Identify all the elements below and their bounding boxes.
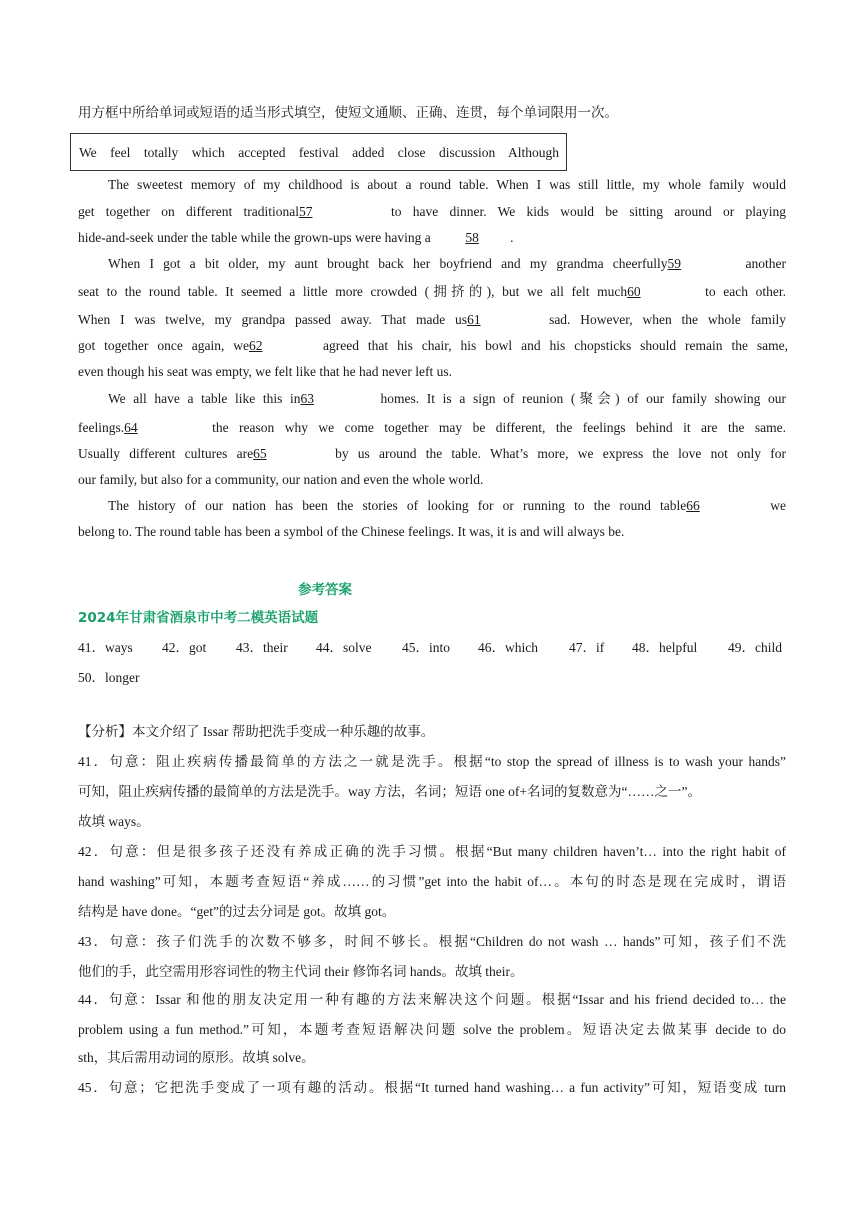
analysis-line: 41．句意：阻止疾病传播最简单的方法之一就是洗手。根据“to stop the spread of illness is to wash your hands” bbox=[78, 754, 786, 769]
blank-58[interactable]: 58 bbox=[465, 230, 479, 245]
analysis-line: 44．句意：Issar 和他的朋友决定用一种有趣的方法来解决这个问题。根据“Issar and his friend decided to… the bbox=[78, 992, 786, 1007]
analysis-line: 43．句意：孩子们洗手的次数不够多，时间不够长。根据“Children do not wash … hands”可知，孩子们不洗 bbox=[78, 934, 786, 949]
passage-line: hide-and-seek under the table while the grown-ups were having a 58 . bbox=[78, 228, 786, 248]
passage-line: feelings.64 the reason why we come together may be different, the feelings behind it are the same. bbox=[78, 418, 786, 438]
blank-63[interactable]: 63 bbox=[300, 391, 315, 406]
exam-title: 2024年甘肃省酒泉市中考二模英语试题 bbox=[78, 610, 319, 626]
answer-item: 47．if bbox=[569, 640, 605, 655]
blank-60[interactable]: 60 bbox=[627, 284, 641, 299]
passage-line: even though his seat was empty, we felt like that he had never left us. bbox=[78, 364, 453, 379]
answer-row bbox=[78, 638, 788, 658]
passage-line: When I got a bit older, my aunt brought back her boyfriend and my grandma cheerfully59 another bbox=[108, 254, 786, 274]
passage-line: When I was twelve, my grandpa passed away. That made us61 sad. However, when the whole family bbox=[78, 310, 786, 330]
passage-line: our family, but also for a community, our nation and even the whole world. bbox=[78, 472, 484, 487]
blank-66[interactable]: 66 bbox=[686, 498, 700, 513]
answer-item: 45．into bbox=[402, 640, 451, 655]
answer-item: 49．child bbox=[728, 640, 782, 655]
blank-65[interactable]: 65 bbox=[253, 446, 267, 461]
answer-item: 42．got bbox=[162, 640, 207, 655]
blank-62[interactable]: 62 bbox=[249, 338, 263, 353]
answer-item: 41．ways bbox=[78, 640, 133, 655]
word-box-words: We feel totally which accepted festival added close discussion Although bbox=[79, 145, 559, 160]
analysis-line: sth，其后需用动词的原形。故填 solve。 bbox=[78, 1050, 315, 1065]
passage-line: Usually different cultures are65 by us around the table. What’s more, we express the love not only for bbox=[78, 444, 786, 464]
blank-64[interactable]: 64 bbox=[124, 420, 138, 435]
passage-line: The history of our nation has been the stories of looking for or running to the round table66 we bbox=[108, 496, 786, 516]
passage-line: got together once again, we62 agreed that his chair, his bowl and his chopsticks should remain the same, bbox=[78, 336, 788, 356]
blank-61[interactable]: 61 bbox=[467, 312, 481, 327]
word-box bbox=[70, 133, 567, 171]
blank-57[interactable]: 57 bbox=[298, 204, 313, 219]
passage-line: get together on different traditional57 to have dinner. We kids would be sitting around or playing bbox=[78, 202, 786, 222]
analysis-line: 他们的手，此空需用形容词性的物主代词 their 修饰名词 hands。故填 their。 bbox=[78, 964, 524, 979]
instruction-text: 用方框中所给单词或短语的适当形式填空，使短文通顺、正确、连贯，每个单词限用一次。 bbox=[78, 105, 618, 120]
answer-item: 46．which bbox=[478, 640, 538, 655]
analysis-line: 可知，阻止疾病传播的最简单的方法是洗手。way 方法，名词；短语 one of+名词的复数意为“……之一”。 bbox=[78, 784, 701, 799]
answer-item: 43．their bbox=[236, 640, 288, 655]
analysis-line: 结构是 have done。“get”的过去分词是 got。故填 got。 bbox=[78, 904, 396, 919]
analysis-line: problem using a fun method.”可知，本题考查短语解决问题 solve the problem。短语决定去做某事 decide to do bbox=[78, 1022, 786, 1037]
passage-line: seat to the round table. It seemed a little more crowded (拥挤的), but we all felt much60 to each other. bbox=[78, 282, 786, 302]
analysis-intro: 【分析】本文介绍了 Issar 帮助把洗手变成一种乐趣的故事。 bbox=[78, 724, 435, 739]
passage-line: We all have a table like this in63 homes. It is a sign of reunion (聚会) of our family showing our bbox=[108, 389, 786, 409]
answer-item: 44．solve bbox=[316, 640, 372, 655]
answer-item: 48．helpful bbox=[632, 640, 698, 655]
analysis-line: hand washing”可知，本题考查短语“养成……的习惯”get into the habit of…。本句的时态是现在完成时，谓语 bbox=[78, 874, 786, 889]
answer-item: 50．longer bbox=[78, 670, 140, 685]
analysis-line: 故填 ways。 bbox=[78, 814, 150, 829]
passage-line: The sweetest memory of my childhood is about a round table. When I was still little, my whole family would bbox=[108, 177, 786, 192]
passage-line: belong to. The round table has been a symbol of the Chinese feelings. It was, it is and will always be. bbox=[78, 524, 625, 539]
analysis-line: 45．句意；它把洗手变成了一项有趣的活动。根据“It turned hand washing… a fun activity”可知，短语变成 turn bbox=[78, 1080, 786, 1095]
blank-59[interactable]: 59 bbox=[667, 256, 682, 271]
analysis-line: 42．句意：但是很多孩子还没有养成正确的洗手习惯。根据“But many children haven’t… into the right habit of bbox=[78, 844, 786, 859]
answers-heading: 参考答案 bbox=[298, 582, 352, 598]
